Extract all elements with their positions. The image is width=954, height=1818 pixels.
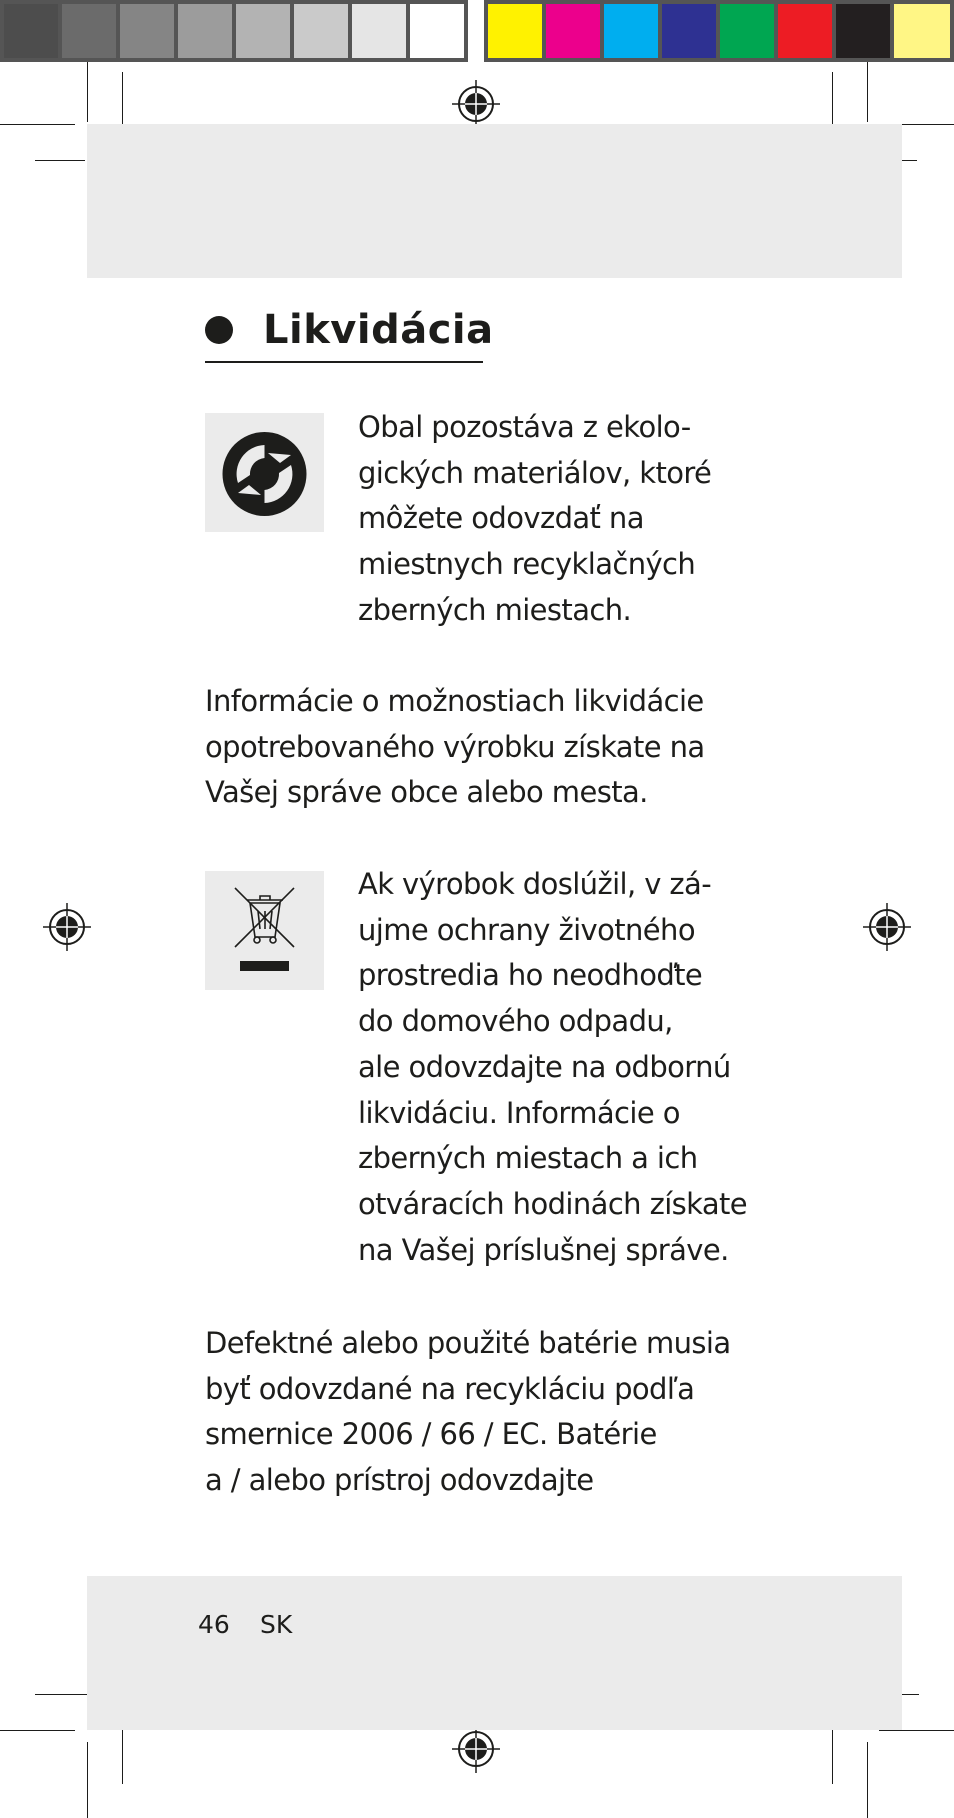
crop-mark xyxy=(0,124,75,125)
text-line: môžete odovzdať na xyxy=(358,501,644,536)
color-swatch xyxy=(720,4,774,58)
text-line: Ak výrobok doslúžil, v zá- xyxy=(358,867,712,901)
print-color-bar xyxy=(0,0,954,62)
color-swatch xyxy=(778,4,832,58)
registration-mark-icon xyxy=(452,1725,500,1773)
text-line: do domového odpadu, xyxy=(358,1004,673,1039)
green-dot-recycling-icon xyxy=(205,413,324,532)
page-number: 46 xyxy=(198,1610,230,1639)
color-swatch xyxy=(4,4,58,58)
text-line: Obal pozostáva z ekolo- xyxy=(358,410,691,444)
color-swatch xyxy=(604,4,658,58)
crop-mark xyxy=(0,1730,75,1731)
text-line: zberných miestach a ich xyxy=(358,1141,698,1176)
text-line: ale odovzdajte na odbornú xyxy=(358,1049,731,1084)
text-line: gických materiálov, ktoré xyxy=(358,455,712,490)
heading-underline xyxy=(205,361,483,363)
batteries-text xyxy=(205,1321,731,1504)
color-swatch xyxy=(546,4,600,58)
color-swatch xyxy=(178,4,232,58)
color-swatch xyxy=(488,4,542,58)
color-swatch xyxy=(236,4,290,58)
text-line: smernice 2006 / 66 / EC. Batérie xyxy=(205,1417,657,1452)
bullet-icon xyxy=(205,316,233,344)
section-title: Likvidácia xyxy=(263,307,494,353)
text-line: likvidáciu. Informácie o xyxy=(358,1095,680,1130)
crop-mark xyxy=(35,160,85,161)
packaging-text xyxy=(358,405,711,634)
crop-mark xyxy=(87,1742,88,1818)
color-swatch xyxy=(410,4,464,58)
color-swatch xyxy=(836,4,890,58)
section-heading xyxy=(205,300,494,360)
crop-mark xyxy=(122,72,123,132)
crop-mark xyxy=(832,72,833,132)
crop-mark xyxy=(867,1742,868,1818)
crossed-out-wheelie-bin-icon xyxy=(205,871,324,990)
color-swatch xyxy=(894,4,950,58)
color-swatch xyxy=(352,4,406,58)
text-line: otváracích hodinách získate xyxy=(358,1186,748,1221)
crop-mark xyxy=(879,1730,954,1731)
disposal-info-text xyxy=(205,679,705,816)
color-swatch xyxy=(662,4,716,58)
language-code: SK xyxy=(260,1610,293,1639)
color-swatch xyxy=(120,4,174,58)
color-swatch xyxy=(294,4,348,58)
text-line: zberných miestach. xyxy=(358,592,632,627)
crop-mark xyxy=(867,62,868,122)
text-line: Defektné alebo použité batérie musia xyxy=(205,1326,731,1360)
text-line: a / alebo prístroj odovzdajte xyxy=(205,1463,594,1498)
registration-mark-icon xyxy=(452,80,500,128)
text-line: Vašej správe obce alebo mesta. xyxy=(205,775,648,810)
color-swatch xyxy=(62,4,116,58)
footer-panel xyxy=(87,1576,902,1730)
crop-mark xyxy=(87,62,88,122)
header-panel xyxy=(87,124,902,278)
text-line: Informácie o možnostiach likvidácie xyxy=(205,684,704,718)
text-line: na Vašej príslušnej správe. xyxy=(358,1232,729,1267)
text-line: prostredia ho neodhoďte xyxy=(358,958,703,993)
weee-text xyxy=(358,862,747,1273)
text-line: ujme ochrany životného xyxy=(358,912,695,947)
text-line: byť odovzdané na recykláciu podľa xyxy=(205,1371,695,1406)
registration-mark-icon xyxy=(863,903,911,951)
text-line: miestnych recyklačných xyxy=(358,547,696,582)
registration-mark-icon xyxy=(43,903,91,951)
text-line: opotrebovaného výrobku získate na xyxy=(205,729,705,764)
